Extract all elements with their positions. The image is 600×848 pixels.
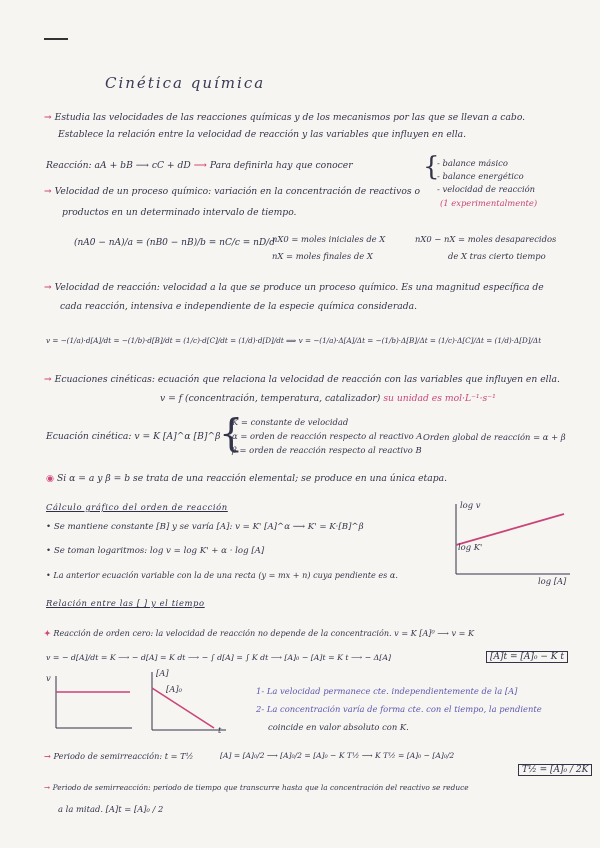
conc-line: [152, 688, 214, 728]
k-def: K = constante de velocidad: [232, 417, 349, 427]
log-intercept: log K': [458, 542, 483, 552]
graph-2: • Se toman logaritmos: log v = log K' + α · log [A]: [46, 546, 265, 556]
half-life-box: T½ = [A]₀ / 2K: [518, 764, 592, 776]
kinetic-2: v = f (concentración, temperatura, catalizador) su unidad es mol·L⁻¹·s⁻¹: [160, 393, 496, 404]
boxed-result: [A]t = [A]₀ − K t: [486, 651, 568, 663]
arrow-icon: →: [44, 112, 52, 123]
top-dash: [44, 38, 68, 40]
def-nx0: nX0 = moles iniciales de X: [272, 234, 386, 244]
reaction-sub: (1 experimentalmente): [440, 198, 538, 208]
order-zero: ✦ Reacción de orden cero: la velocidad de reacción no depende de la concentración. v = K [A]⁰ ⟶ v = K: [44, 628, 474, 638]
global-order: Orden global de reacción = α + β: [423, 432, 566, 442]
reaction-velocity-1: → Velocidad de reacción: velocidad a la que se produce un proceso químico. Es una magnitud específica de: [44, 282, 544, 293]
v-axis-label: v: [46, 673, 51, 683]
intro-line-2: Establece la relación entre la velocidad de reacción y las variables que influyen en ella.: [58, 129, 467, 140]
reaction-item-2: - balance energético: [437, 171, 524, 181]
reaction-item-1: - balance másico: [437, 158, 508, 168]
graph-1: • Se mantiene constante [B] y se varía [A]: v = K' [A]^α ⟶ K' = K·[B]^β: [46, 522, 364, 532]
page-title: Cinética química: [105, 74, 266, 92]
conc-axis-label: [A]: [156, 668, 169, 678]
kinetic-eq: Ecuación cinética: v = K [A]^α [B]^β: [46, 431, 221, 442]
half-life-def-1: → Periodo de semirreacción: periodo de tiempo que transcurre hasta que la concentración del reactivo se reduce: [44, 783, 469, 792]
conc-time-heading: Relación entre las [ ] y el tiempo: [46, 598, 205, 608]
time-axis-label: t: [218, 725, 222, 735]
property-2b: coincide en valor absoluto con K.: [268, 722, 409, 732]
half-life-label: → Periodo de semirreacción: t = T½: [44, 751, 194, 761]
half-life-def-2: a la mitad. [A]t = [A]₀ / 2: [58, 804, 164, 814]
reaction-velocity-2: cada reacción, intensiva e independiente de la especie química considerada.: [60, 301, 417, 312]
conc-start: [A]₀: [166, 684, 182, 694]
brace-icon: {: [219, 411, 244, 455]
brace-icon: {: [423, 152, 440, 182]
property-1: 1- La velocidad permanece cte. independientemente de la [A]: [256, 686, 518, 696]
graph-3: • La anterior ecuación variable con la de una recta (y = mx + n) cuya pendiente es α.: [46, 570, 398, 580]
intro-line-1: → Estudia las velocidades de las reacciones químicas y de los mecanismos por las que se llevan a cabo.: [44, 112, 526, 123]
elementary-note: ◉ Si α = a y β = b se trata de una reacción elemental; se produce en una única etapa.: [46, 473, 448, 484]
beta-def: β = orden de reacción respecto al reactivo B: [232, 445, 422, 455]
velocity-process-2: productos en un determinado intervalo de tiempo.: [62, 207, 297, 218]
v-graph: [44, 672, 136, 734]
kinetic-1: → Ecuaciones cinéticas: ecuación que relaciona la velocidad de reacción con las variables que influyen en ella.: [44, 374, 560, 385]
def-diff-2: de X tras cierto tiempo: [448, 251, 546, 261]
property-2: 2- La concentración varía de forma cte. con el tiempo, la pendiente: [256, 704, 542, 714]
def-nx: nX = moles finales de X: [272, 251, 373, 261]
integration: v = − d[A]/dt = K ⟶ − d[A] = K dt ⟶ − ∫ d[A] = ∫ K dt ⟶ [A]₀ − [A]t = K t ⟶ − Δ[A]: [46, 653, 392, 662]
alpha-def: α = orden de reacción respecto al reactivo A: [232, 431, 423, 441]
reaction-item-3: - velocidad de reacción: [437, 184, 536, 194]
reaction-velocity-formula: v = −(1/a)·d[A]/dt = −(1/b)·d[B]/dt = (1/c)·d[C]/dt = (1/d)·d[D]/dt ⟹ v = −(1/a)·Δ[A]/Δt = −(1/b)·Δ[B]/Δt = (1/c)·Δ[C]/Δt = (1/d)·Δ[D]/Δt: [46, 336, 542, 345]
half-life-eq: [A] = [A]₀/2 ⟶ [A]₀/2 = [A]₀ − K T½ ⟶ K T½ = [A]₀ − [A]₀/2: [220, 751, 455, 760]
reaction-line: Reacción: aA + bB ⟶ cC + dD ⟶ Para definirla hay que conocer: [46, 160, 353, 171]
velocity-formula: (nA0 − nA)/a = (nB0 − nB)/b = nC/c = nD/d: [74, 238, 275, 248]
graph-heading: Cálculo gráfico del orden de reacción: [46, 502, 228, 512]
def-diff: nX0 − nX = moles desaparecidos: [415, 234, 557, 244]
log-y-label: log v: [460, 500, 481, 510]
velocity-process-1: → Velocidad de un proceso químico: variación en la concentración de reactivos o: [44, 186, 421, 197]
log-x-label: log [A]: [538, 576, 567, 586]
